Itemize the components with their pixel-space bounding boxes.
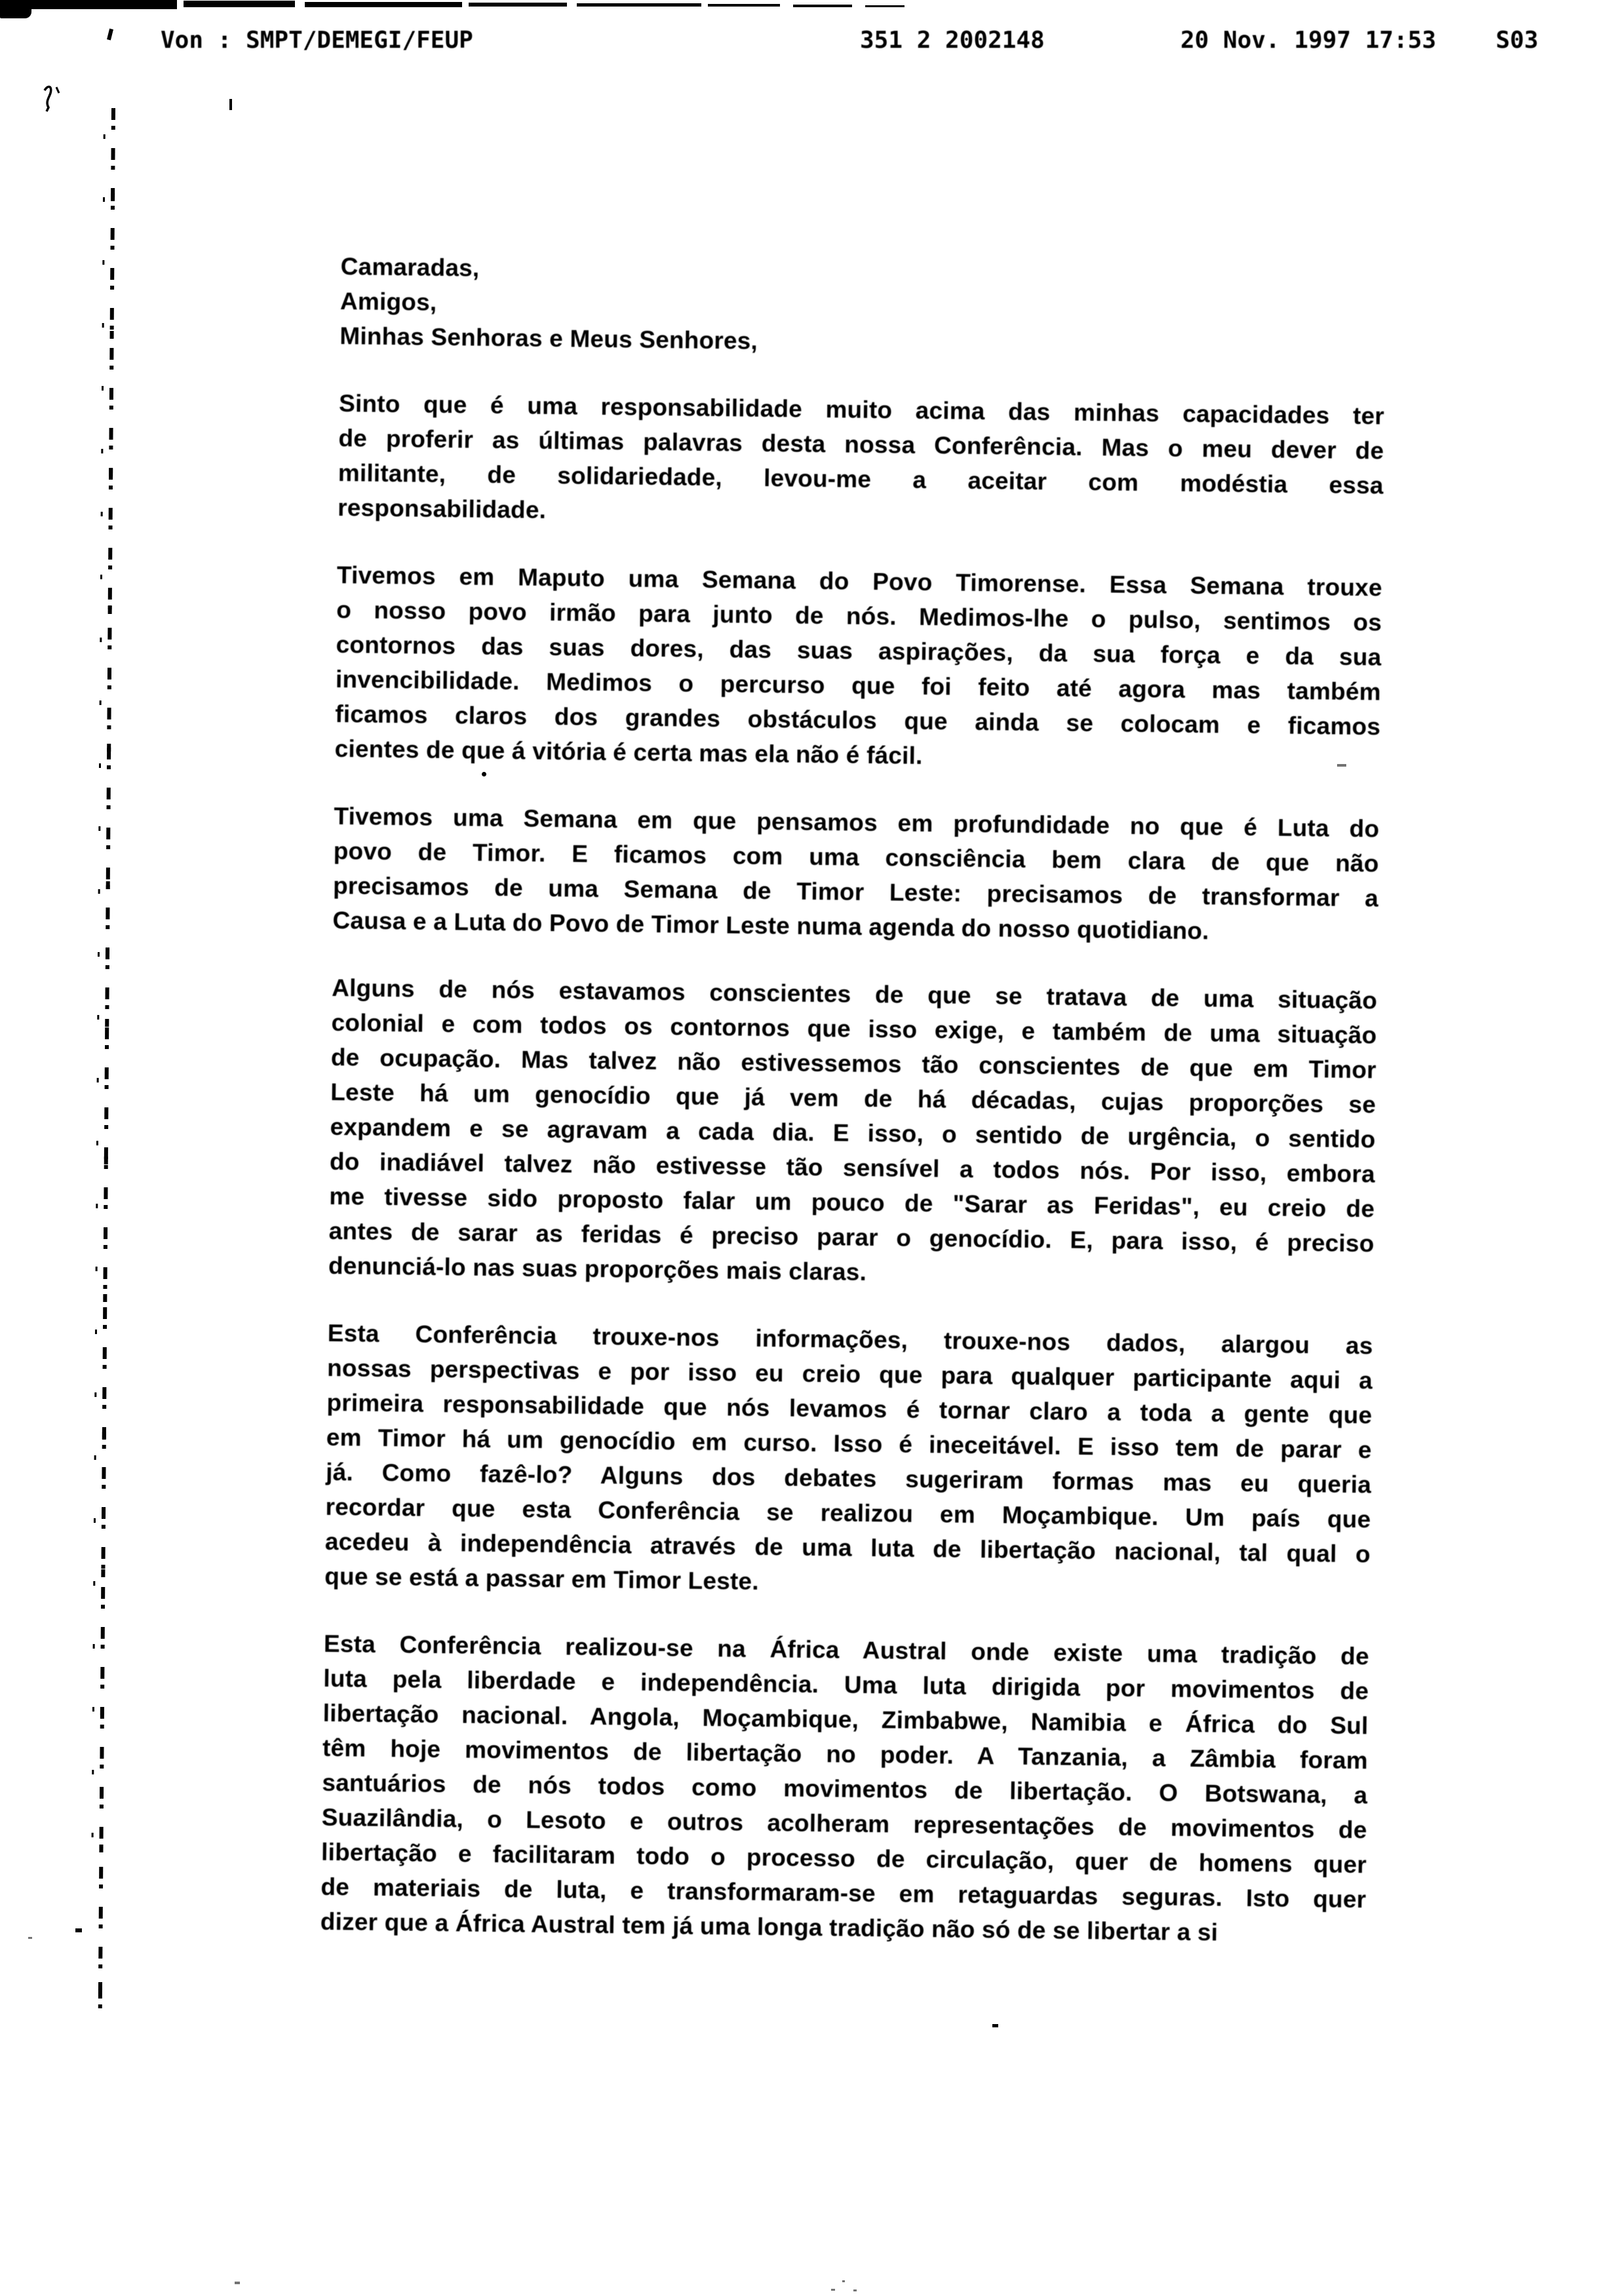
- text-line: santuários de nós todos como movimentos de libertação. O Botswana, a: [322, 1769, 1368, 1809]
- paragraph: [328, 970, 1378, 1295]
- text-line: Suazilândia, o Lesoto e outros acolheram representações de movimentos de: [321, 1803, 1367, 1844]
- text-line: expandem e se agravam a cada dia. E isso, o sentido de urgência, o sentido: [330, 1113, 1376, 1153]
- text-line: militante, de solidariedade, levou-me a aceitar com modéstia essa: [338, 459, 1384, 499]
- fax-sender: Von : SMPT/DEMEGI/FEUP: [161, 27, 473, 54]
- fax-datetime: 20 Nov. 1997 17:53: [1180, 27, 1437, 54]
- text-line: cientes de que á vitória é certa mas ela não é fácil.: [334, 735, 923, 769]
- paragraph: [338, 386, 1384, 537]
- text-line: nossas perspectivas e por isso eu creio que para qualquer participante aqui a: [326, 1354, 1373, 1394]
- text-line: em Timor há um genocídio em curso. Isso é ineceitável. E isso tem de parar e: [326, 1423, 1372, 1464]
- text-line: Esta Conferência realizou-se na África Austral onde existe uma tradição de: [323, 1630, 1370, 1670]
- text-line: de proferir as últimas palavras desta nossa Conferência. Mas o meu dever de: [338, 424, 1384, 465]
- text-line: Sinto que é uma responsabilidade muito acima das minhas capacidades ter: [338, 389, 1385, 430]
- text-line: do inadiável talvez não estivesse tão sensível a todos nós. Por isso, embora: [329, 1147, 1376, 1188]
- text-line: denunciá-lo nas suas proporções mais claras.: [328, 1252, 867, 1286]
- paragraph: [334, 558, 1382, 778]
- text-line: Alguns de nós estavamos conscientes de que se tratava de uma situação: [331, 974, 1378, 1014]
- text-line: responsabilidade.: [337, 493, 547, 524]
- text-line: luta pela liberdade e independência. Uma luta dirigida por movimentos de: [323, 1664, 1369, 1705]
- paragraph: [324, 1316, 1373, 1606]
- text-line: Tivemos uma Semana em que pensamos em profundidade no que é Luta do: [334, 802, 1380, 843]
- text-line: que se está a passar em Timor Leste.: [324, 1562, 760, 1595]
- text-line: de materiais de luta, e transformaram-se em retaguardas seguras. Isto quer: [321, 1873, 1367, 1913]
- text-line: Amigos,: [340, 287, 437, 316]
- text-line: Minhas Senhoras e Meus Senhores,: [340, 322, 758, 354]
- text-line: acedeu à independência através de uma luta de libertação nacional, tal qual o: [324, 1527, 1371, 1568]
- text-line: me tivesse sido proposto falar um pouco de "Sarar as Feridas", eu creio de: [329, 1182, 1375, 1223]
- text-line: dizer que a África Austral tem já uma longa tradição não só de se libertar a si: [320, 1907, 1218, 1946]
- text-line: povo de Timor. E ficamos com uma consciência bem clara de que não: [333, 837, 1379, 877]
- text-line: o nosso povo irmão para junto de nós. Medimos-lhe o pulso, sentimos os: [336, 596, 1382, 636]
- text-line: de ocupação. Mas talvez não estivessemos tão conscientes de que em Timor: [330, 1043, 1377, 1084]
- text-line: Tivemos em Maputo uma Semana do Povo Timorense. Essa Semana trouxe: [336, 561, 1383, 602]
- text-line: libertação nacional. Angola, Moçambique, Zimbabwe, Namibia e África do Sul: [322, 1699, 1369, 1740]
- text-line: Camaradas,: [340, 252, 480, 282]
- text-line: Esta Conferência trouxe-nos informações, trouxe-nos dados, alargou as: [327, 1319, 1373, 1360]
- text-line: recordar que esta Conferência se realizou em Moçambique. Um país que: [325, 1493, 1371, 1533]
- text-line: ficamos claros dos grandes obstáculos que ainda se colocam e ficamos: [335, 700, 1381, 740]
- fax-number: 351 2 2002148: [860, 27, 1045, 54]
- handwritten-mark: [39, 83, 68, 114]
- text-line: precisamos de uma Semana de Timor Leste: precisamos de transformar a: [332, 871, 1379, 912]
- text-line: primeira responsabilidade que nós levamos é tornar claro a toda a gente que: [326, 1388, 1372, 1429]
- paragraph: [320, 1626, 1369, 1951]
- text-line: antes de sarar as feridas é preciso parar o genocídio. E, para isso, é preciso: [328, 1217, 1374, 1257]
- text-line: Leste há um genocídio que já vem de há décadas, cujas proporções se: [330, 1078, 1376, 1119]
- text-line: já. Como fazê-lo? Alguns dos debates sugeriram formas mas eu queria: [325, 1458, 1372, 1499]
- text-line: contornos das suas dores, das suas aspirações, da sua força e da sua: [336, 630, 1382, 671]
- paragraph: [332, 799, 1379, 950]
- text-line: Causa e a Luta do Povo de Timor Leste numa agenda do nosso quotidiano.: [332, 906, 1209, 945]
- text-line: colonial e com todos os contornos que isso exige, e também de uma situação: [331, 1008, 1377, 1049]
- text-line: invencibilidade. Medimos o percurso que foi feito até agora mas também: [335, 665, 1382, 706]
- letter-body: [320, 249, 1386, 1984]
- scan-artifact-margin-streak: [85, 108, 125, 2008]
- paragraph: [340, 249, 1386, 366]
- text-line: têm hoje movimentos de libertação no poder. A Tanzania, a Zâmbia foram: [322, 1734, 1369, 1774]
- fax-header: [0, 28, 1615, 60]
- text-line: libertação e facilitaram todo o processo de circulação, quer de homens quer: [321, 1838, 1367, 1879]
- fax-page-code: S03: [1496, 27, 1539, 54]
